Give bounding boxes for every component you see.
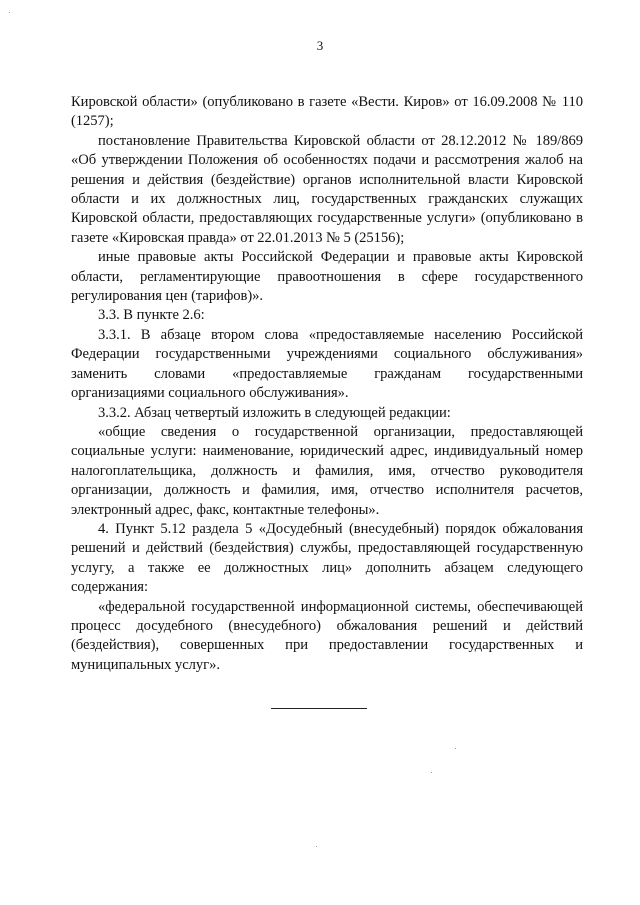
paragraph-resolution: постановление Правительства Кировской области от 28.12.2012 № 189/869 «Об утверждении Положения об особенностях подачи и рассмотрения жалоб на решения и действия (бездействие) органов исполнительной власти Кировской области и их должностных лиц, государственных гражданских служащих Кировской области, предоставляющих государственные услуги» (опубликовано в газете «Кировская правда» от 22.01.2013 № 5 (25156);	[71, 132, 583, 246]
paragraph-other-acts: иные правовые акты Российской Федерации и правовые акты Кировской области, регламентирующие правоотношения в сфере государственного регулирования цен (тарифов)».	[71, 249, 583, 305]
paragraph-federal-system: «федеральной государственной информационной системы, обеспечивающей процесс досудебного (внесудебного) обжалования решений и действий (бездействия), совершенных при предоставлении государственных и муниципальных услуг».	[71, 598, 583, 673]
end-of-text-rule	[271, 708, 367, 709]
scan-speck	[316, 846, 317, 847]
paragraph-item-3-3: 3.3. В пункте 2.6:	[98, 307, 205, 324]
scan-speck	[431, 772, 432, 773]
page-number: 3	[316, 38, 324, 53]
paragraph-item-4: 4. Пункт 5.12 раздела 5 «Досудебный (внесудебный) порядок обжалования решений и действий (бездействия) службы, предоставляющей государственную услугу, а также ее должностных лиц» дополнить абзацем следующего содержания:	[71, 520, 583, 596]
paragraph-item-3-3-2: 3.3.2. Абзац четвертый изложить в следующей редакции:	[98, 404, 451, 421]
document-body	[71, 93, 583, 675]
scan-speck	[455, 748, 456, 749]
paragraph-general-info: «общие сведения о государственной организации, предоставляющей социальные услуги: наименование, юридический адрес, индивидуальный номер налогоплательщика, должность и фамилия, имя, отчество руководителя организации, должность и фамилия, имя, отчество исполнителя расчетов, электронный адрес, факс, контактные телефоны».	[71, 423, 583, 518]
paragraph-continuation: Кировской области» (опубликовано в газете «Вести. Киров» от 16.09.2008 № 110 (1257);	[71, 94, 583, 130]
scan-speck	[9, 12, 10, 13]
paragraph-item-3-3-1: 3.3.1. В абзаце втором слова «предоставляемые населению Российской Федерации государственными учреждениями социального обслуживания» заменить словами «предоставляемые гражданам государственными организациями социального обслуживания».	[71, 326, 583, 402]
